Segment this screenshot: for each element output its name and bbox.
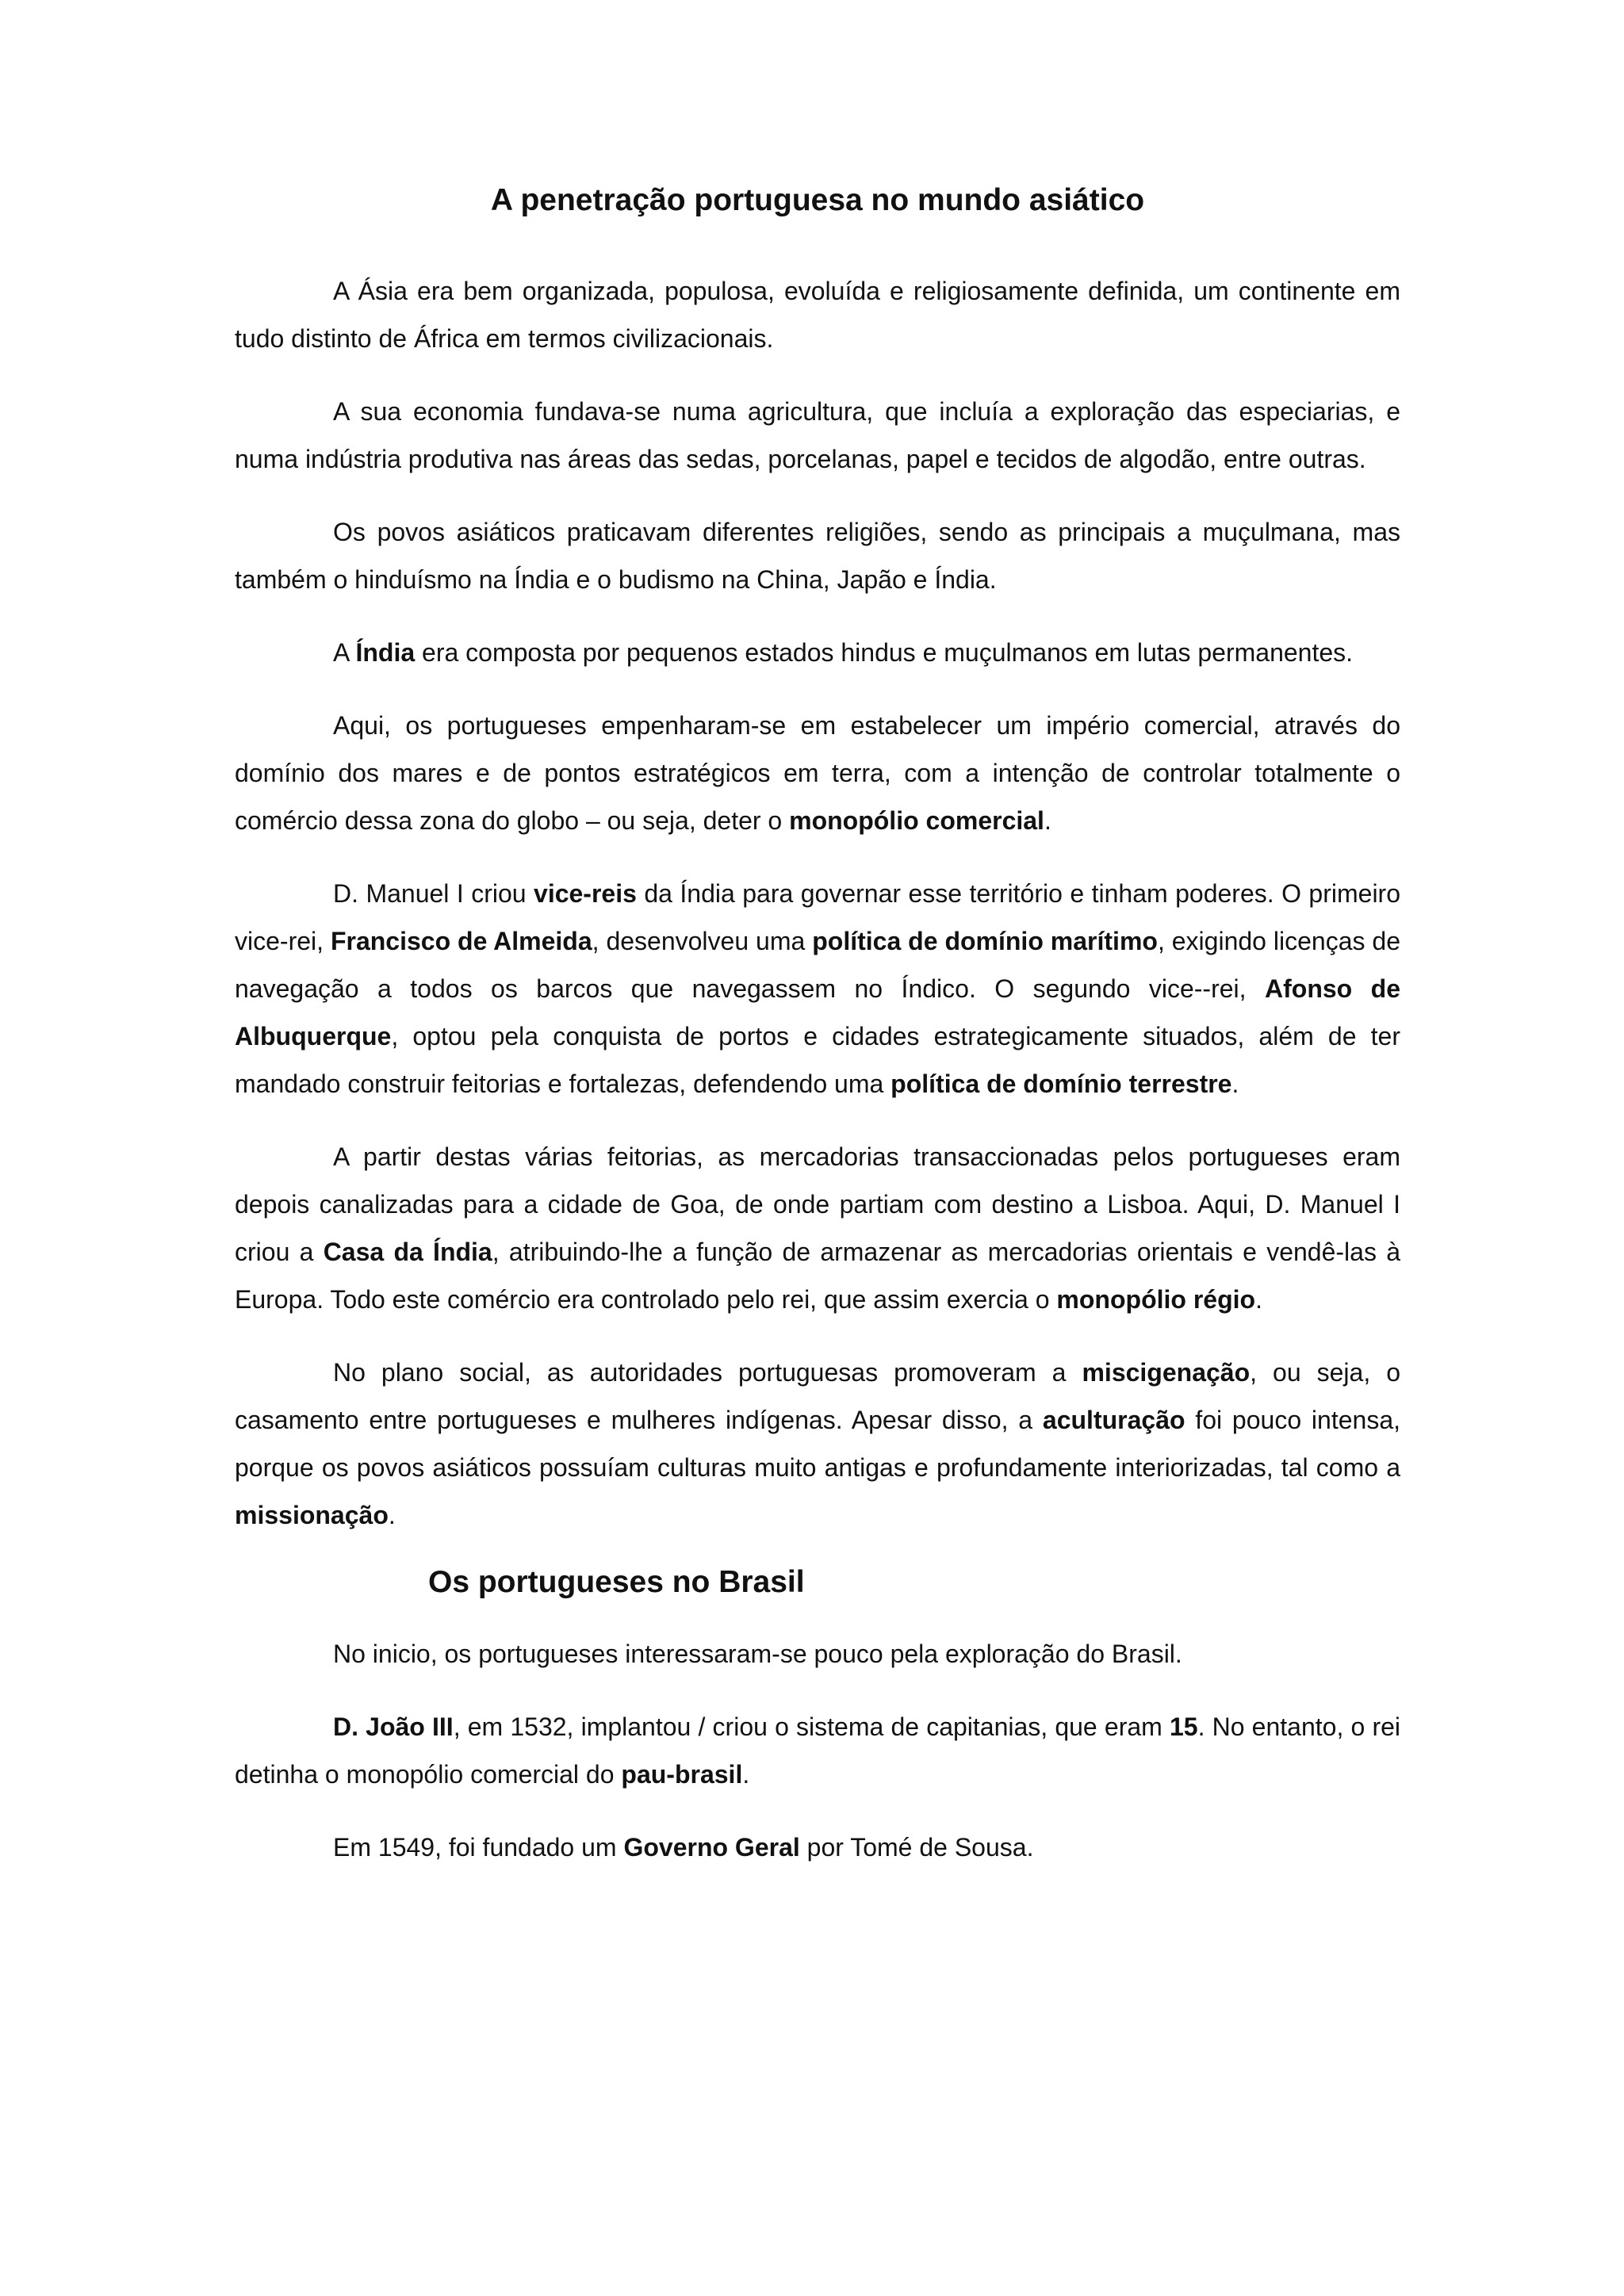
bold-term: Governo Geral <box>623 1832 800 1862</box>
text-run: No plano social, as autoridades portuguesas promoveram a <box>333 1357 1082 1387</box>
bold-term: vice-reis <box>534 878 637 908</box>
text-run: . No entanto, o rei detinha o monopólio comercial do <box>235 1712 1401 1789</box>
text-run: Em 1549, foi fundado um <box>333 1832 624 1862</box>
text-run: D. Manuel I criou <box>333 878 534 908</box>
body-paragraph <box>235 1630 1400 1678</box>
bold-term: política de domínio terrestre <box>891 1069 1232 1098</box>
text-run: . <box>1255 1284 1262 1314</box>
bold-term: miscigenação <box>1082 1357 1251 1387</box>
section-brasil <box>235 1630 1400 1871</box>
text-run: No inicio, os portugueses interessaram-se pouco pela exploração do Brasil. <box>333 1639 1182 1668</box>
bold-term: Afonso de Albuquerque <box>235 974 1401 1050</box>
body-paragraph <box>235 388 1400 483</box>
text-run: . <box>1044 806 1051 835</box>
text-run: , atribuindo-lhe a função de armazenar as mercadorias orientais e vendê-las à Europa. Todo este comércio era controlado pelo rei, que assim exercia o <box>235 1237 1401 1314</box>
body-paragraph <box>235 629 1400 676</box>
text-run: , optou pela conquista de portos e cidades estrategicamente situados, além de ter mandado construir feitorias e fortalezas, defendendo uma <box>235 1021 1400 1098</box>
text-run: foi pouco intensa, porque os povos asiáticos possuíam culturas muito antigas e profundamente interiorizadas, tal como a <box>235 1405 1401 1482</box>
text-run: da Índia para governar esse território e tinham poderes. O primeiro vice-rei, <box>235 878 1400 955</box>
text-run: , ou seja, o casamento entre portugueses e mulheres indígenas. Apesar disso, a <box>235 1357 1400 1434</box>
bold-term: Casa da Índia <box>323 1237 492 1266</box>
bold-term: pau-brasil <box>621 1759 743 1789</box>
text-run: A Ásia era bem organizada, populosa, evoluída e religiosamente definida, um continente em tudo distinto de África em termos civilizacionais. <box>235 276 1400 353</box>
bold-term: 15 <box>1169 1712 1198 1741</box>
text-run: A partir destas várias feitorias, as mercadorias transaccionadas pelos portugueses eram depois canalizadas para a cidade de Goa, de onde partiam com destino a Lisboa. Aqui, D. Manuel I criou a <box>235 1142 1400 1266</box>
body-paragraph <box>235 1703 1400 1798</box>
body-paragraph <box>235 1349 1400 1539</box>
text-run: por Tomé de Sousa. <box>799 1832 1034 1862</box>
body-paragraph <box>235 1133 1400 1323</box>
document-title: A penetração portuguesa no mundo asiático <box>490 183 1145 217</box>
bold-term: monopólio régio <box>1056 1284 1256 1314</box>
section-asia <box>235 267 1400 1539</box>
bold-term: missionação <box>235 1500 389 1529</box>
text-run: A sua economia fundava-se numa agricultura, que incluía a exploração das especiarias, e numa indústria produtiva nas áreas das sedas, porcelanas, papel e tecidos de algodão, entre outras. <box>235 396 1400 473</box>
body-paragraph <box>235 508 1400 603</box>
section-subtitle: Os portugueses no Brasil <box>428 1564 805 1599</box>
bold-term: Francisco de Almeida <box>330 926 592 955</box>
document-page <box>235 182 1400 1896</box>
text-run: , desenvolveu uma <box>592 926 813 955</box>
bold-term: política de domínio marítimo <box>812 926 1158 955</box>
bold-term: aculturação <box>1042 1405 1185 1434</box>
bold-term: Índia <box>355 637 416 667</box>
text-run: Os povos asiáticos praticavam diferentes religiões, sendo as principais a muçulmana, mas também o hinduísmo na Índia e o budismo na China, Japão e Índia. <box>235 517 1400 594</box>
text-run: . <box>388 1500 396 1529</box>
text-run: , em 1532, implantou / criou o sistema de capitanias, que eram <box>453 1712 1170 1741</box>
bold-term: monopólio comercial <box>789 806 1044 835</box>
text-run: . <box>1231 1069 1239 1098</box>
body-paragraph <box>235 1823 1400 1871</box>
body-paragraph <box>235 702 1400 844</box>
body-paragraph <box>235 267 1400 362</box>
text-run: A <box>333 637 356 667</box>
body-paragraph <box>235 870 1400 1108</box>
text-run: . <box>742 1759 750 1789</box>
text-run: , exigindo licenças de navegação a todos os barcos que navegassem no Índico. O segundo vice--rei, <box>235 926 1401 1003</box>
bold-term: D. João III <box>333 1712 454 1741</box>
text-run: era composta por pequenos estados hindus e muçulmanos em lutas permanentes. <box>415 637 1354 667</box>
text-run: Aqui, os portugueses empenharam-se em estabelecer um império comercial, através do domínio dos mares e de pontos estratégicos em terra, com a intenção de controlar totalmente o comércio dessa zona do globo – ou seja, deter o <box>235 710 1400 835</box>
